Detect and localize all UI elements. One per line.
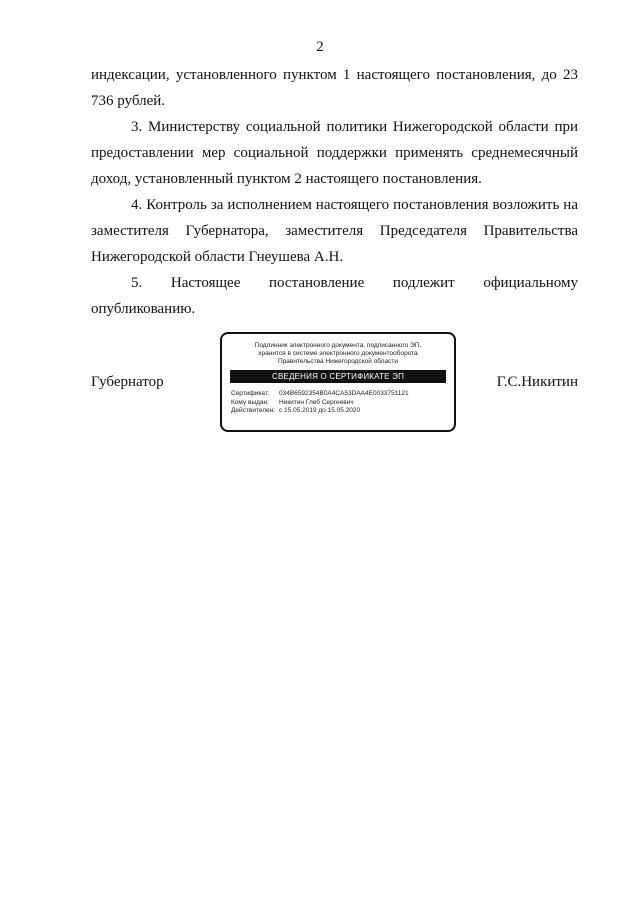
certificate-label: Сертификат: [231,390,270,397]
paragraph-item-3: 3. Министерству социальной политики Нижегородской области при предоставлении мер социальной поддержки применять среднемесячный доход, установленный пунктом 2 настоящего постановления. [91,119,578,187]
stamp-details [231,390,454,416]
signature-block [91,332,578,436]
validity-line [231,407,454,416]
signer-title: Губернатор [91,374,164,390]
issued-to-label: Кому выдан: [231,398,269,406]
page-number: 2 [316,39,324,55]
stamp-note-line-1: Подлинник электронного документа, подписанного ЭП, [254,342,422,349]
stamp-header: СВЕДЕНИЯ О СЕРТИФИКАТЕ ЭП [230,370,446,383]
certificate-line [231,390,454,399]
paragraph-continuation: индексации, установленного пунктом 1 настоящего постановления, до 23 736 рублей. [91,67,578,109]
paragraph-item-5: 5. Настоящее постановление подлежит официальному опубликованию. [91,275,578,317]
signer-name: Г.С.Никитин [496,374,578,390]
validity-value: с 15.05.2019 до 15.05.2020 [279,407,361,414]
certificate-value: 034B6592354B0A4CA53DAA4E0033751121 [279,390,409,397]
stamp-note-line-3: Правительства Нижегородской области [277,358,399,365]
issued-to-value: Никитин Глеб Сергеевич [279,398,354,406]
paragraph-item-4: 4. Контроль за исполнением настоящего постановления возложить на заместителя Губернатора, заместителя Председателя Правительства Нижегородской области Гнеушева А.Н. [91,197,578,265]
electronic-signature-stamp [220,332,456,432]
issued-to-line [231,399,454,408]
document-body [91,62,578,322]
validity-label: Действителен: [231,407,276,414]
stamp-note-line-2: хранится в системе электронного документооборота [258,350,418,357]
stamp-note [222,342,454,366]
